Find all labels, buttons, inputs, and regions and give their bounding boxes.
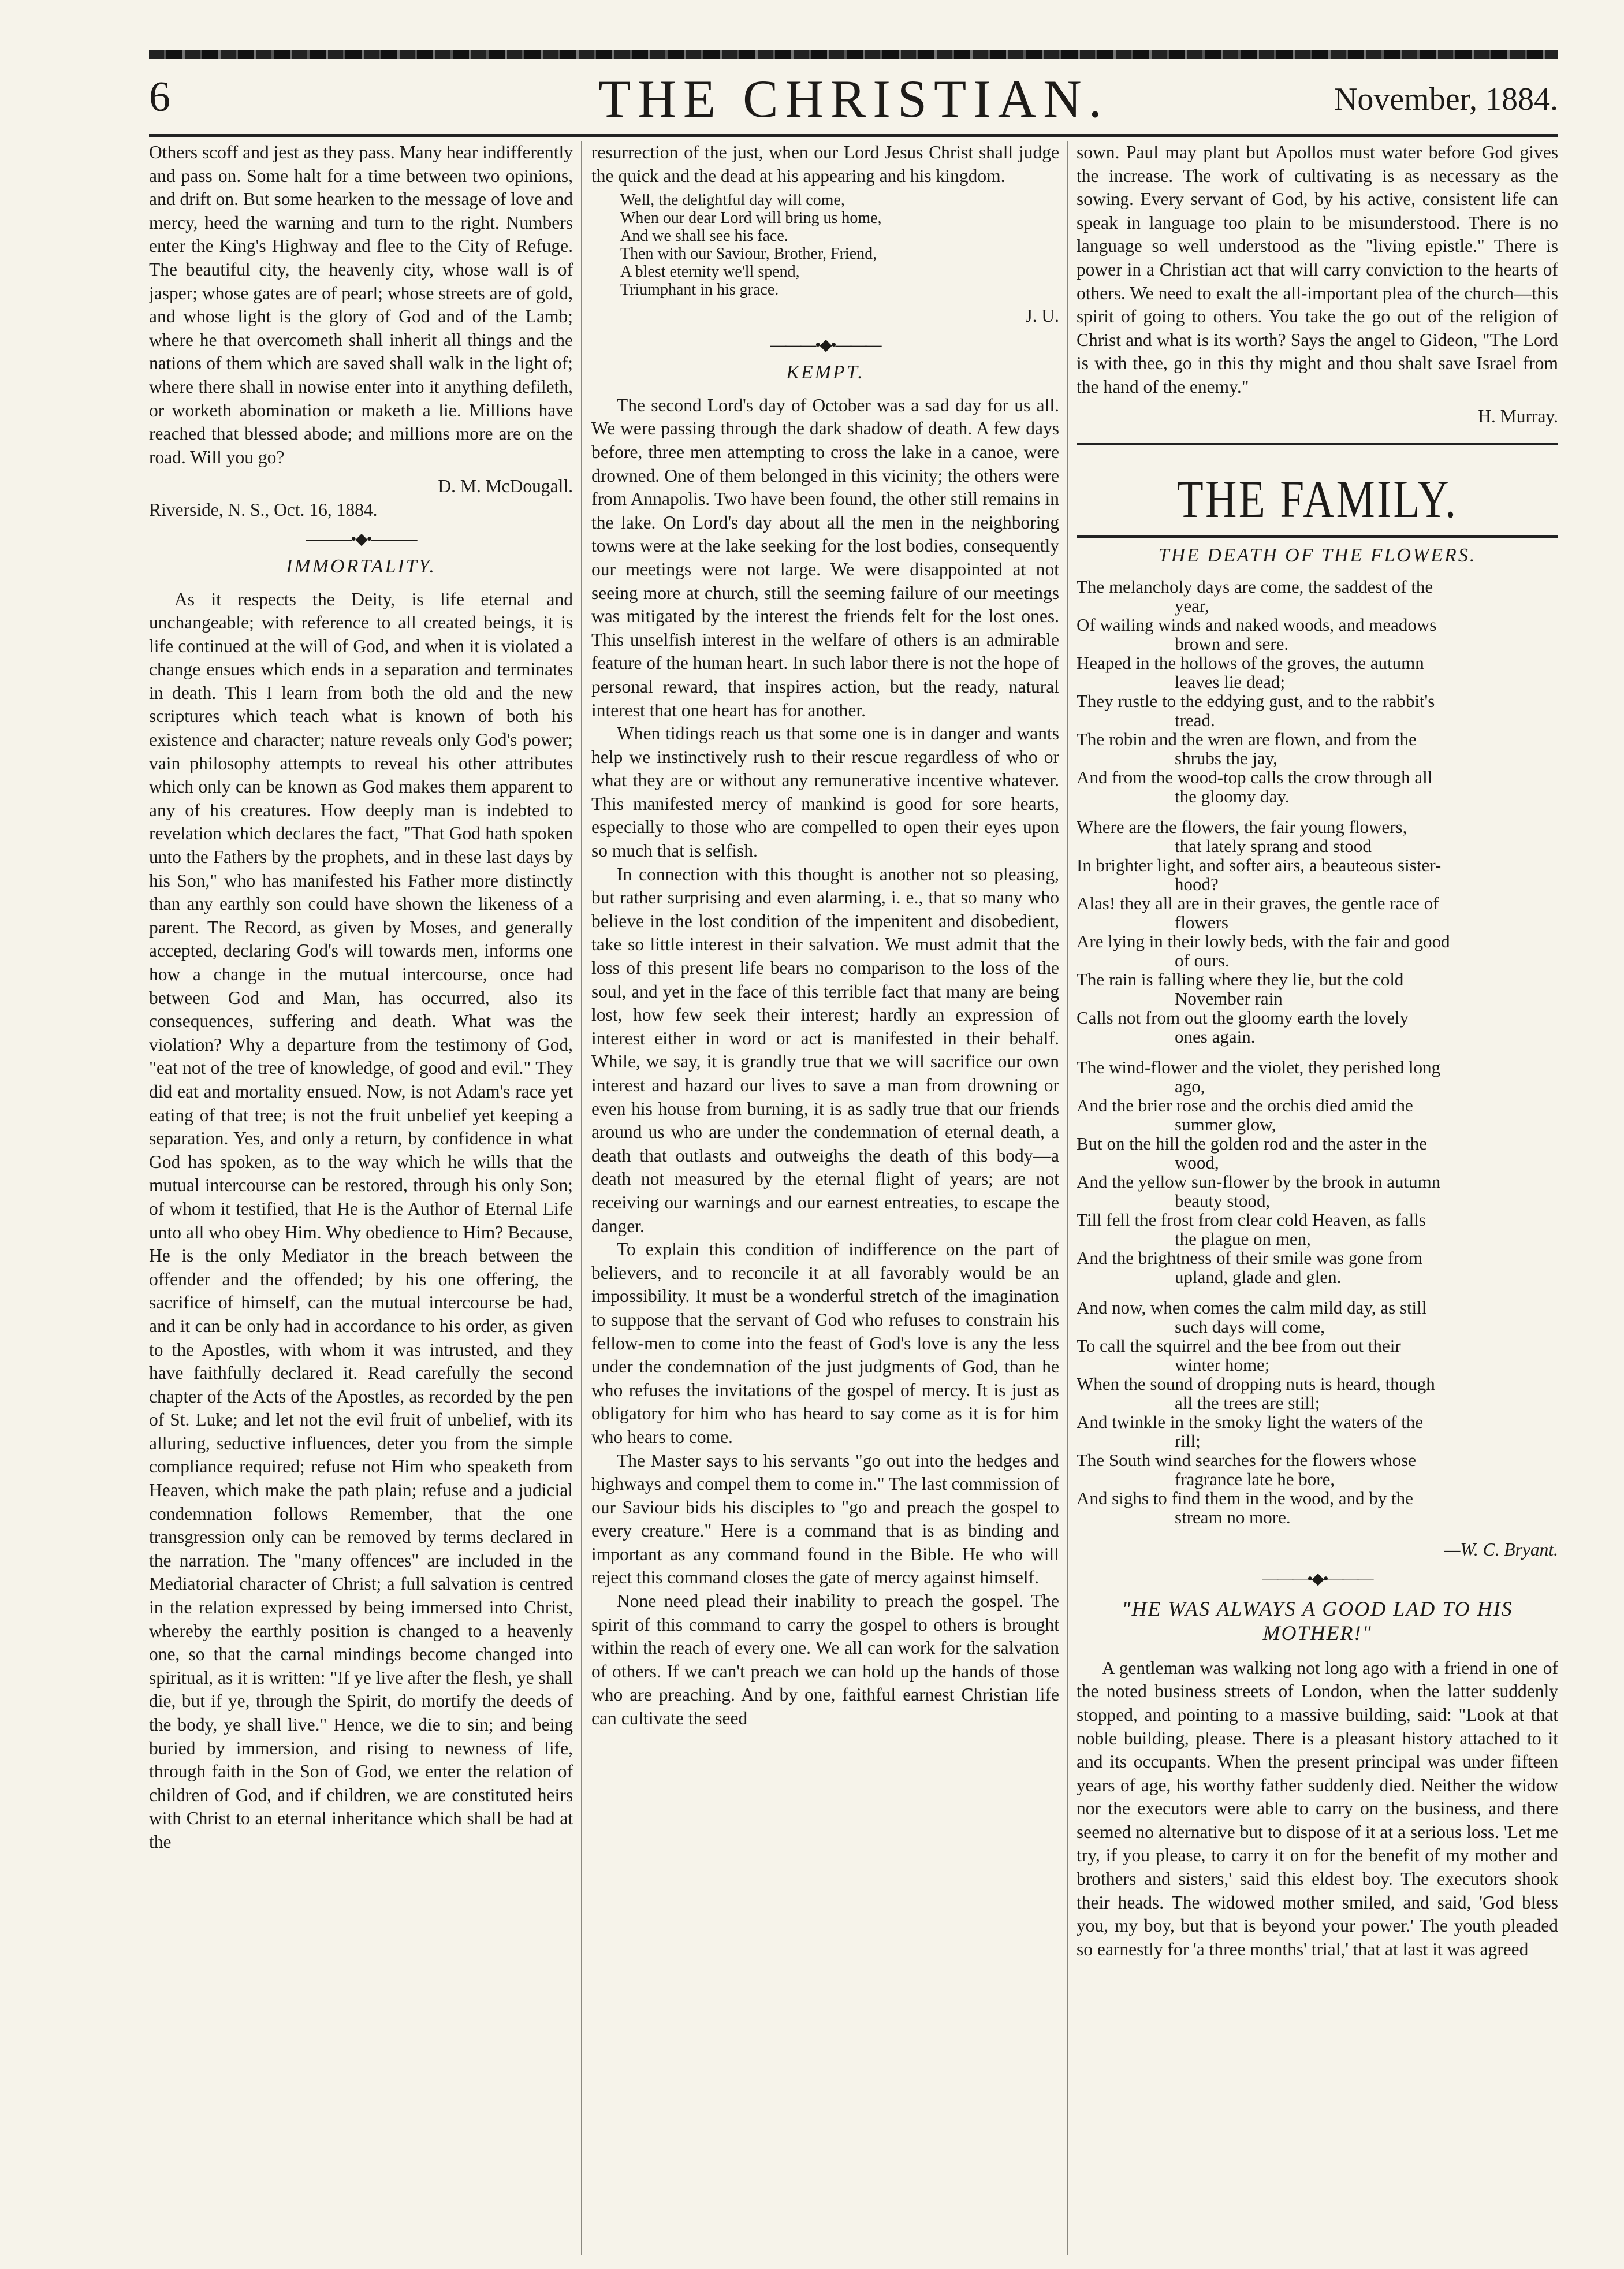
- poem-line: Are lying in their lowly beds, with the fair and good of ours.: [1077, 931, 1450, 971]
- section-rule: [1077, 443, 1558, 445]
- author-signature: H. Murray.: [1478, 406, 1558, 426]
- poem-line: And the brightness of their smile was gone from upland, glade and glen.: [1077, 1248, 1423, 1288]
- poem-line: Till fell the frost from clear cold Heaven, as falls the plague on men,: [1077, 1210, 1426, 1249]
- poem-title: THE DEATH OF THE FLOWERS.: [1158, 545, 1477, 567]
- header-rule: [149, 134, 1558, 137]
- poem-line: The rain is falling where they lie, but the cold November rain: [1077, 969, 1404, 1009]
- article-continuation: sown. Paul may plant but Apollos must water before God gives the increase. The work of cultivating is as necessary as the sowing. Every servant of God, by his active, consistent life can speak in language too plain to be misunderstood. There is no language so well understood as the "living epistle." There is power in a Christian act that will carry conviction to the hearts of others. We need to exalt the all-important plea of the church—this spirit of going to others. You take the go out of the religion of Christ and what is its worth? Says the angel to Gideon, "The Lord is with thee, go in this thy might and thou shalt save Israel from the hand of the enemy.": [1077, 142, 1558, 397]
- poem-line: And twinkle in the smoky light the waters of the rill;: [1077, 1412, 1424, 1452]
- article-paragraph: The second Lord's day of October was a sad day for us all. We were passing through the dark shadow of death. A few days before, three men attempting to cross the lake in a canoe, were drowned. One of them belonged in this vicinity; the others were from Annapolis. Two have been found, the other still remains in the lake. On Lord's day about all the men in the neighboring towns were at the lake seeking for the lost bodies, consequently our meetings were not large. We were disappointed at not seeing more at church, still the seeming failure of our meetings was mitigated by the interest the friends felt for the lost ones. This unselfish interest in the welfare of others is an admirable feature of the human heart. In such labor there is not the hope of personal reward, that inspires action, but the ready, natural interest that one heart has for another.: [591, 395, 1059, 720]
- poem-line: When the sound of dropping nuts is heard, though all the trees are still;: [1077, 1374, 1435, 1414]
- verse-line: Triumphant in his grace.: [620, 281, 779, 299]
- article-continuation: resurrection of the just, when our Lord Jesus Christ shall judge the quick and the dead at his appearing and his kingdom.: [591, 142, 1059, 186]
- poem-line: And now, when comes the calm mild day, as still such days will come,: [1077, 1297, 1427, 1337]
- poem-line: To call the squirrel and the bee from out their winter home;: [1077, 1336, 1401, 1375]
- column-3: [1077, 141, 1558, 2255]
- dateline: Riverside, N. S., Oct. 16, 1884.: [149, 499, 378, 520]
- poem-stanza: [1077, 1058, 1558, 1286]
- verse-line: A blest eternity we'll spend,: [620, 263, 800, 281]
- poem-stanza: [1077, 1298, 1558, 1527]
- verse-line: And we shall see his face.: [620, 227, 788, 246]
- article-paragraph: The Master says to his servants "go out into the hedges and highways and compel them to come in." The last commission of our Saviour bids his disciples to "go and preach the gospel to every creature." Here is a command that is as binding and important as any command found in the Bible. He who will reject this command closes the gate of mercy against himself.: [591, 1450, 1059, 1588]
- poem-line: The wind-flower and the violet, they perished long ago,: [1077, 1057, 1441, 1097]
- article-title-kempt: KEMPT.: [786, 361, 865, 383]
- poem-line: Calls not from out the gloomy earth the lovely ones again.: [1077, 1007, 1409, 1047]
- column-divider: [581, 141, 582, 2255]
- article-paragraph: None need plead their inability to preach the gospel. The spirit of this command to carry the gospel to others is brought within the reach of every one. We all can work for the salvation of others. If we can't preach we can hold up the hands of those who are preaching. And by one, faithful earnest Christian life can cultivate the seed: [591, 1591, 1059, 1729]
- poem-line: Heaped in the hollows of the groves, the autumn leaves lie dead;: [1077, 653, 1424, 693]
- verse-line: When our dear Lord will bring us home,: [620, 209, 882, 228]
- column-1: [149, 141, 573, 2255]
- article-body-good-lad: A gentleman was walking not long ago with a friend in one of the noted business streets of London, when the latter suddenly stopped, and pointing to a massive building, said: "Look at that noble building, please. There is a pleasant history attached to it and its occupants. When the present principal was under fifteen years of age, his worthy father suddenly died. Neither the widow nor the executors were able to carry on the business, and there seemed no alternative but to dispose of it at a serious loss. 'Let me try, if you please, to carry it on for the benefit of my mother and brothers and sisters,' said this eldest boy. The executors shook their heads. The widowed mother smiled, and said, 'God bless you, my boy, but that is beyond your power.' The youth pleaded so earnestly for 'a three months' trial,' that at last it was agreed: [1077, 1657, 1558, 1959]
- section-heading-family: THE FAMILY.: [1176, 470, 1458, 529]
- poem-line: Where are the flowers, the fair young flowers, that lately sprang and stood: [1077, 817, 1407, 857]
- poem-line: The melancholy days are come, the saddest of the year,: [1077, 576, 1433, 616]
- author-signature: D. M. McDougall.: [438, 476, 573, 497]
- poem-line: In brighter light, and softer airs, a beauteous sister- hood?: [1077, 855, 1442, 895]
- verse-line: Then with our Saviour, Brother, Friend,: [620, 245, 877, 263]
- poem-stanza: [1077, 817, 1558, 1046]
- poem-line: And sighs to find them in the wood, and by the stream no more.: [1077, 1488, 1413, 1528]
- poem-line: They rustle to the eddying gust, and to the rabbit's tread.: [1077, 691, 1435, 731]
- poem-line: And the brier rose and the orchis died amid the summer glow,: [1077, 1095, 1413, 1135]
- newspaper-title: THE CHRISTIAN.: [598, 69, 1109, 128]
- masthead: [149, 68, 1558, 133]
- article-title-good-lad: "HE WAS ALWAYS A GOOD LAD TO HIS MOTHER!": [1122, 1597, 1513, 1645]
- poem-line: Alas! they all are in their graves, the gentle race of flowers: [1077, 893, 1439, 933]
- article-paragraph: To explain this condition of indifference on the part of believers, and to reconcile it at all favorably would be an impossibility. It must be a wonderful stretch of the imagination to suppose that the servant of God who refuses to constrain his fellow-men to come into the feast of God's love is any the less under the condemnation of the just judgments of God, than he who refuses the invitations of the gospel of mercy. It is just as obligatory for him who has heard to say come as it is for him who hears to come.: [591, 1239, 1059, 1447]
- poem-line: And from the wood-top calls the crow through all the gloomy day.: [1077, 767, 1433, 807]
- poem-line: Of wailing winds and naked woods, and meadows brown and sere.: [1077, 615, 1437, 654]
- column-divider: [1067, 141, 1068, 2255]
- article-continuation: Others scoff and jest as they pass. Many hear indifferently and pass on. Some halt for a time between two opinions, and drift on. But some hearken to the message of love and mercy, heed the warning and turn to the right. Numbers enter the King's Highway and flee to the City of Refuge. The beautiful city, the heavenly city, whose wall is of jasper; whose gates are of pearl; whose streets are of gold, and whose light is the glory of God and of the Lamb; where he that overcometh shall inherit all things and the nations of them which are saved shall walk in the light of; where there shall in nowise enter into it anything defileth, or worketh abomination or maketh a lie. Millions have reached that blessed abode; and millions more are on the road. Will you go?: [149, 142, 573, 467]
- page-number: 6: [149, 73, 170, 121]
- article-paragraph: When tidings reach us that some one is in danger and wants help we instinctively rush to their rescue regardless of who or what they are or without any remunerative incentive whatever. This manifested mercy of mankind is good for sore hearts, especially to those who are compelled to open their eyes upon so much that is selfish.: [591, 723, 1059, 861]
- section-divider: ———•◆•———: [770, 336, 881, 354]
- top-ornamental-rule: [149, 50, 1558, 59]
- poem-line: The South wind searches for the flowers whose fragrance late he bore,: [1077, 1450, 1416, 1490]
- section-rule: [1077, 535, 1558, 538]
- hymn-verse: [620, 191, 1059, 299]
- poem-author: —W. C. Bryant.: [1444, 1539, 1558, 1560]
- poem-line: And the yellow sun-flower by the brook in autumn beauty stood,: [1077, 1171, 1441, 1211]
- poem-line: The robin and the wren are flown, and from the shrubs the jay,: [1077, 729, 1417, 769]
- poem-stanza: [1077, 577, 1558, 806]
- author-initials: J. U.: [1025, 306, 1059, 326]
- verse-line: Well, the delightful day will come,: [620, 191, 845, 210]
- column-2: [591, 141, 1059, 2255]
- issue-date: November, 1884.: [1334, 81, 1558, 117]
- article-body-immortality: As it respects the Deity, is life eternal and unchangeable; with reference to all created beings, it is life continued at the will of God, and when it is violated a change ensues which ends in a separation and terminates in death. This I learn from both the old and the new scriptures which teach what is known of both his existence and character; nature reveals only God's power; vain philosophy attempts to reveal his other attributes which only can be known as God makes them apparent to any of his creatures. How deeply man is indebted to revelation which declares the fact, "That God hath spoken unto the Fathers by the prophets, and in these last days by his Son," who has manifested his Father more distinctly than any earthly son could have shown the likeness of a parent. The Record, as given by Moses, and generally accepted, declaring God's will towards men, informs one how a change in the mutual intercourse, once had between God and Man, has occurred, also its consequences, suffering and death. What was the violation? Why a departure from the testimony of God, "eat not of the tree of knowledge, of good and evil." They did eat and mortality ensued. Now, is not Adam's race yet eating of that tree; is not the fruit unbelief yet keeping a separation. Yes, and only a return, by confidence in what God has spoken, as to the way which he wills that the mutual intercourse can be restored, through his only Son; of whom it testified, that He is the Author of Eternal Life unto all who obey Him. Why obedience to Him? Because, He is the only Mediator in the breach between the offender and the offended; by his one offering, the sacrifice of himself, can the mutual intercourse be had, and it can be only had in accordance to his order, as given to the Apostles, with whom it was intrusted, and they have faithfully declared it. Read carefully the second chapter of the Acts of the Apostles, as recorded by the pen of St. Luke; and let not the evil fruit of unbelief, with its alluring, seductive influences, deter you from the simple compliance required; refuse not Him who speaketh from Heaven, which make the path plain; refuse and a judicial condemnation follows Remember, that the one transgression only can be removed by terms declared in the narration. The "many offences" are included in the Mediatorial character of Christ; a full salvation is centred in the relation expressed by being immersed into Christ, whereby the earthly position is changed to a heavenly one, so that the carnal mindings become changed into spiritual, as it is written: "If ye live after the flesh, ye shall die, but if ye, through the Spirit, do mortify the deeds of the body, ye shall live." Hence, we die to sin; and being buried by immersion, and rising to newness of life, through faith in the Son of God, we enter the relation of children of God, and if children, we are constituted heirs with Christ to an eternal inheritance which shall be had at the: [149, 589, 573, 1852]
- poem-line: But on the hill the golden rod and the aster in the wood,: [1077, 1133, 1427, 1173]
- section-divider: ———•◆•———: [306, 530, 416, 548]
- article-title-immortality: IMMORTALITY.: [286, 555, 436, 577]
- section-divider: ———•◆•———: [1262, 1569, 1373, 1588]
- article-paragraph: In connection with this thought is another not so pleasing, but rather surprising and even alarming, i. e., that so many who believe in the lost condition of the impenitent and disobedient, take so little interest in their salvation. We must admit that the loss of this present life bears no comparison to the loss of the soul, and yet in the face of this terrible fact that many are being lost, how few seek their interest; hardly an expression of interest either in word or act is manifested in their behalf. While, we say, it is grandly true that we will sacrifice our own interest and hazard our lives to save a man from drowning or even his house from burning, it is as sadly true that our friends around us who are under the condemnation of eternal death, a death that outlasts and outweighs the death of this body—a death not measured by the eternal flight of years; are not receiving our warnings and our earnest entreaties, to escape the danger.: [591, 864, 1059, 1236]
